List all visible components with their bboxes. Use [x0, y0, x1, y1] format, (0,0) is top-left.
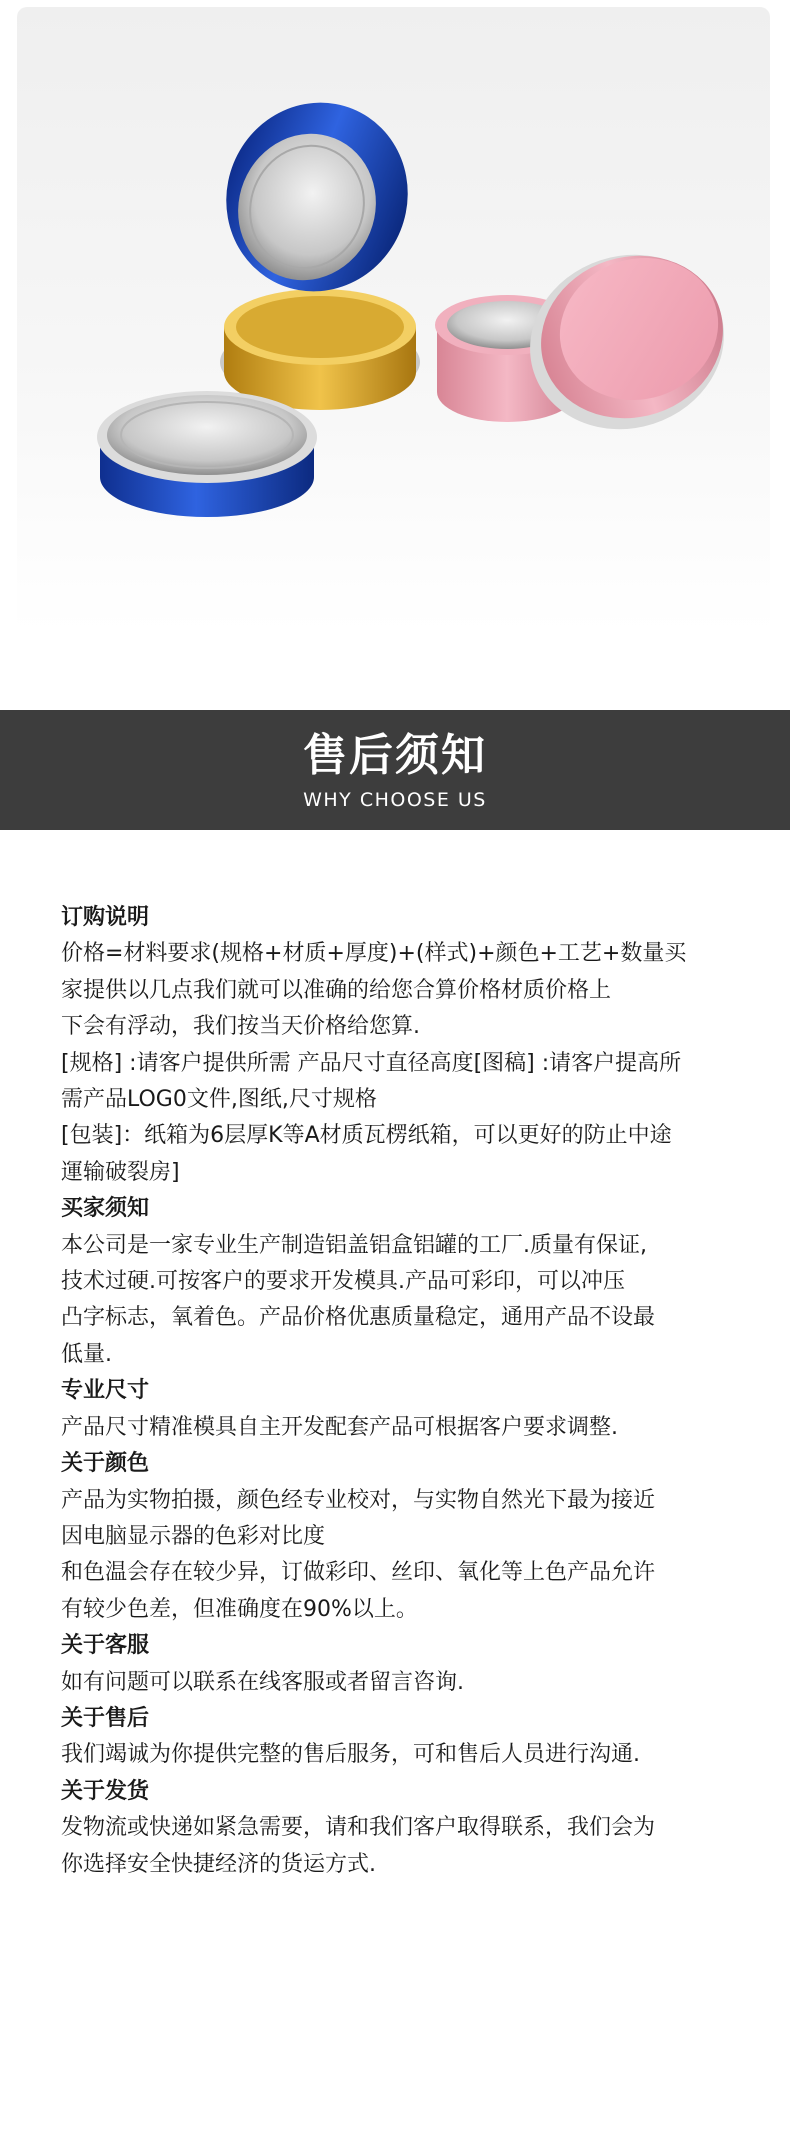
shipping-line: 你选择安全快捷经济的货运方式.	[61, 1851, 376, 1877]
order-line: 需产品LOG0文件,图纸,尺寸规格	[61, 1087, 377, 1113]
buyer-line: 技术过硬.可按客户的要求开发模具.产品可彩印，可以冲压	[61, 1269, 625, 1295]
product-photo	[17, 7, 770, 633]
section-heading-aftersale: 关于售后	[61, 1705, 150, 1731]
color-line: 因电脑显示器的色彩对比度	[61, 1523, 326, 1549]
notice-content	[61, 900, 731, 1883]
color-line: 有较少色差，但准确度在90%以上。	[61, 1596, 418, 1622]
section-banner	[0, 710, 790, 830]
banner-subtitle: WHY CHOOSE US	[303, 789, 487, 811]
aftersale-line: 我们竭诚为你提供完整的售后服务，可和售后人员进行沟通.	[61, 1742, 640, 1768]
service-line: 如有问题可以联系在线客服或者留言咨询.	[61, 1669, 464, 1695]
order-line: 下会有浮动，我们按当天价格给您算.	[61, 1014, 420, 1040]
section-heading-size: 专业尺寸	[61, 1378, 150, 1404]
buyer-line: 低量.	[61, 1341, 112, 1367]
section-heading-buyer: 买家须知	[61, 1196, 150, 1222]
banner-title: 售后须知	[303, 730, 487, 781]
blue-tin	[97, 391, 317, 517]
section-heading-color: 关于颜色	[61, 1451, 150, 1477]
section-heading-service: 关于客服	[61, 1633, 150, 1659]
color-line: 和色温会存在较少异，订做彩印、丝印、氧化等上色产品允许	[61, 1560, 656, 1586]
section-heading-shipping: 关于发货	[61, 1778, 150, 1804]
buyer-line: 凸字标志，氧着色。产品价格优惠质量稳定，通用产品不设最	[61, 1305, 656, 1331]
order-line: 价格=材料要求(规格+材质+厚度)+(样式)+颜色+工艺+数量买	[61, 941, 687, 967]
section-heading-order: 订购说明	[61, 905, 150, 930]
order-line: [包装]：纸箱为6层厚K等A材质瓦楞纸箱，可以更好的防止中途	[61, 1123, 672, 1149]
gold-tin	[220, 289, 420, 410]
pink-lid	[507, 230, 747, 454]
order-line: 運输破裂房]	[61, 1159, 180, 1185]
shipping-line: 发物流或快递如紧急需要，请和我们客户取得联系，我们会为	[61, 1815, 656, 1841]
blue-lid	[198, 75, 436, 319]
size-line: 产品尺寸精准模具自主开发配套产品可根据客户要求调整.	[61, 1414, 618, 1440]
order-line: 家提供以几点我们就可以准确的给您合算价格材质价格上	[61, 977, 612, 1003]
buyer-line: 本公司是一家专业生产制造铝盖铝盒铝罐的工厂.质量有保证,	[61, 1232, 647, 1258]
order-line: [规格] :请客户提供所需 产品尺寸直径高度[图稿] :请客户提高所	[61, 1050, 682, 1076]
color-line: 产品为实物拍摄，颜色经专业校对，与实物自然光下最为接近	[61, 1487, 656, 1513]
